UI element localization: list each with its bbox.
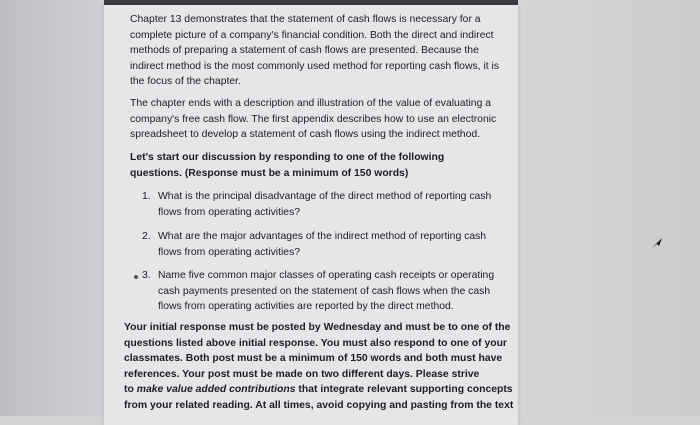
text-line: Chapter 13 demonstrates that the statement of cash flows is necessary for a: [130, 14, 481, 25]
text-line: flows from operating activities?: [158, 206, 301, 218]
left-background: [0, 0, 104, 416]
text-line: references. Your post must be made on two different days. Please strive: [124, 368, 480, 380]
text-line: methods of preparing a statement of cash flows are presented. Because the: [130, 45, 479, 56]
text-line: company's free cash flow. The first appendix describes how to use an electronic: [130, 113, 497, 125]
question-2: [142, 229, 486, 260]
question-1: [142, 189, 491, 220]
question-number: 1.: [142, 191, 151, 202]
instructions-paragraph: [124, 320, 513, 413]
text-line: The chapter ends with a description and illustration of the value of evaluating a: [130, 98, 492, 109]
chapter-end-paragraph: [130, 96, 496, 143]
text-line: cash payments presented on the statement of cash flows when the cash: [158, 285, 491, 297]
text-line: the focus of the chapter.: [130, 76, 241, 87]
text-line: indirect method is the most commonly used method for reporting cash flows, it is: [130, 60, 500, 72]
text-line: questions. (Response must be a minimum of 150 words): [130, 167, 409, 179]
text-line: What is the principal disadvantage of the direct method of reporting cash: [158, 191, 492, 202]
question-number: 2.: [142, 231, 151, 242]
text-line: What are the major advantages of the indirect method of reporting cash: [158, 231, 487, 242]
text-line: spreadsheet to develop a statement of cash flows using the indirect method.: [130, 129, 481, 140]
text-line: from your related reading. At all times, avoid copying and pasting from the text: [124, 399, 514, 411]
text-line: questions listed above initial response. You must also respond to one of your: [124, 337, 507, 349]
text-line: complete picture of a company's financial condition. Both the direct and indirect: [130, 29, 494, 41]
right-background: [518, 0, 700, 416]
text-line: flows from operating activities are reported by the direct method.: [158, 301, 454, 312]
question-3: [142, 268, 494, 315]
text-segment: that integrate relevant supporting concepts: [295, 384, 513, 395]
text-line: Let's start our discussion by responding to one of the following: [130, 152, 445, 163]
text-line: Name five common major classes of operating cash receipts or operating: [158, 270, 495, 281]
intro-paragraph: [130, 12, 499, 90]
text-segment: to: [124, 384, 137, 395]
discussion-prompt: [130, 150, 444, 181]
emphasis-text: make value added contributions: [136, 384, 296, 395]
text-line: classmates. Both post must be a minimum of 150 words and both must have: [124, 353, 503, 364]
text-line: flows from operating activities?: [158, 246, 301, 258]
text-line: Your initial response must be posted by Wednesday and must be to one of the: [124, 322, 511, 333]
bullet-dot: [134, 275, 138, 279]
text-line: [124, 382, 513, 398]
mouse-cursor-icon: [650, 236, 664, 250]
question-number: 3.: [142, 270, 151, 281]
